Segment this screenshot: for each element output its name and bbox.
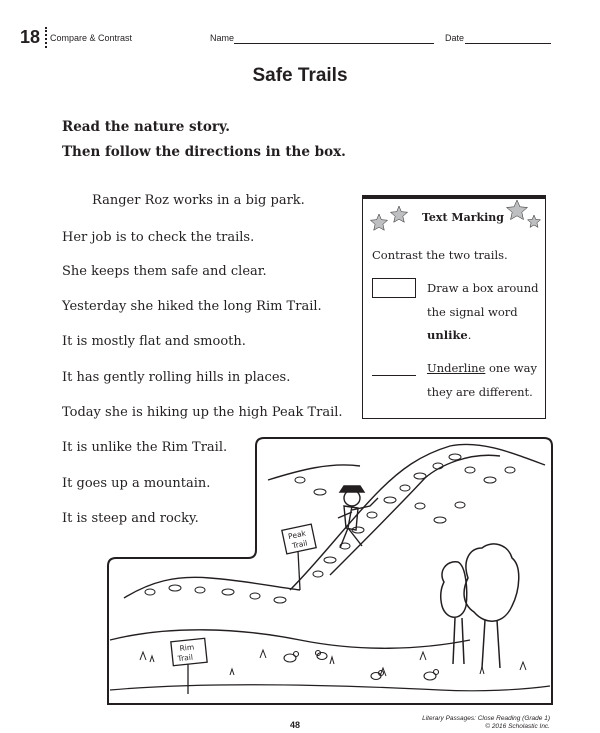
story-line: Today she is hiking up the high Peak Trail. (62, 405, 343, 420)
credit-line: Literary Passages: Close Reading (Grade 1) (422, 715, 550, 722)
text-marking-intro: Contrast the two trails. (372, 248, 508, 262)
story-line: It is mostly flat and smooth. (62, 334, 246, 349)
text-marking-item1-line2: the signal word (427, 305, 518, 319)
rim-hill (110, 630, 470, 648)
page-section-number: 18 (20, 27, 41, 47)
peak-sign-text: Peak (287, 528, 307, 542)
mountain (124, 444, 545, 598)
copyright-line: © 2016 Scholastic Inc. (485, 723, 550, 730)
instruction-line: Then follow the directions in the box. (62, 144, 346, 160)
trail-rocks (145, 454, 515, 603)
text-marking-heading: Text Marking (422, 211, 504, 224)
instruction-line: Read the nature story. (62, 119, 230, 135)
story-line: It is steep and rocky. (62, 511, 199, 526)
text-marking-item1-line1: Draw a box around (427, 281, 539, 295)
rim-sign-text: Rim (179, 642, 195, 653)
small-animals (284, 651, 439, 681)
signal-word: unlike (427, 328, 468, 342)
item2-rest: one way (485, 361, 537, 375)
underline-word: Underline (427, 361, 486, 375)
section-topic: Compare & Contrast (50, 33, 133, 43)
story-line: It has gently rolling hills in places. (62, 370, 291, 385)
peak-sign-text: Trail (291, 538, 309, 551)
ground-line (110, 685, 550, 691)
date-label: Date (445, 33, 465, 43)
ranger-roz-figure (338, 486, 378, 548)
page-title: Safe Trails (252, 65, 348, 86)
story-line: It is unlike the Rim Trail. (62, 440, 228, 455)
punctuation: . (467, 328, 472, 342)
story-line: She keeps them safe and clear. (62, 264, 267, 279)
text-marking-item2-line2: they are different. (427, 385, 533, 399)
tree (441, 544, 519, 668)
story-line: Her job is to check the trails. (62, 230, 255, 245)
story-line: Ranger Roz works in a big park. (92, 193, 305, 208)
page-number: 48 (290, 720, 301, 730)
story-line: Yesterday she hiked the long Rim Trail. (62, 299, 322, 314)
rim-sign-text: Trail (177, 652, 194, 664)
name-label: Name (210, 33, 235, 43)
story-line: It goes up a mountain. (62, 476, 211, 491)
